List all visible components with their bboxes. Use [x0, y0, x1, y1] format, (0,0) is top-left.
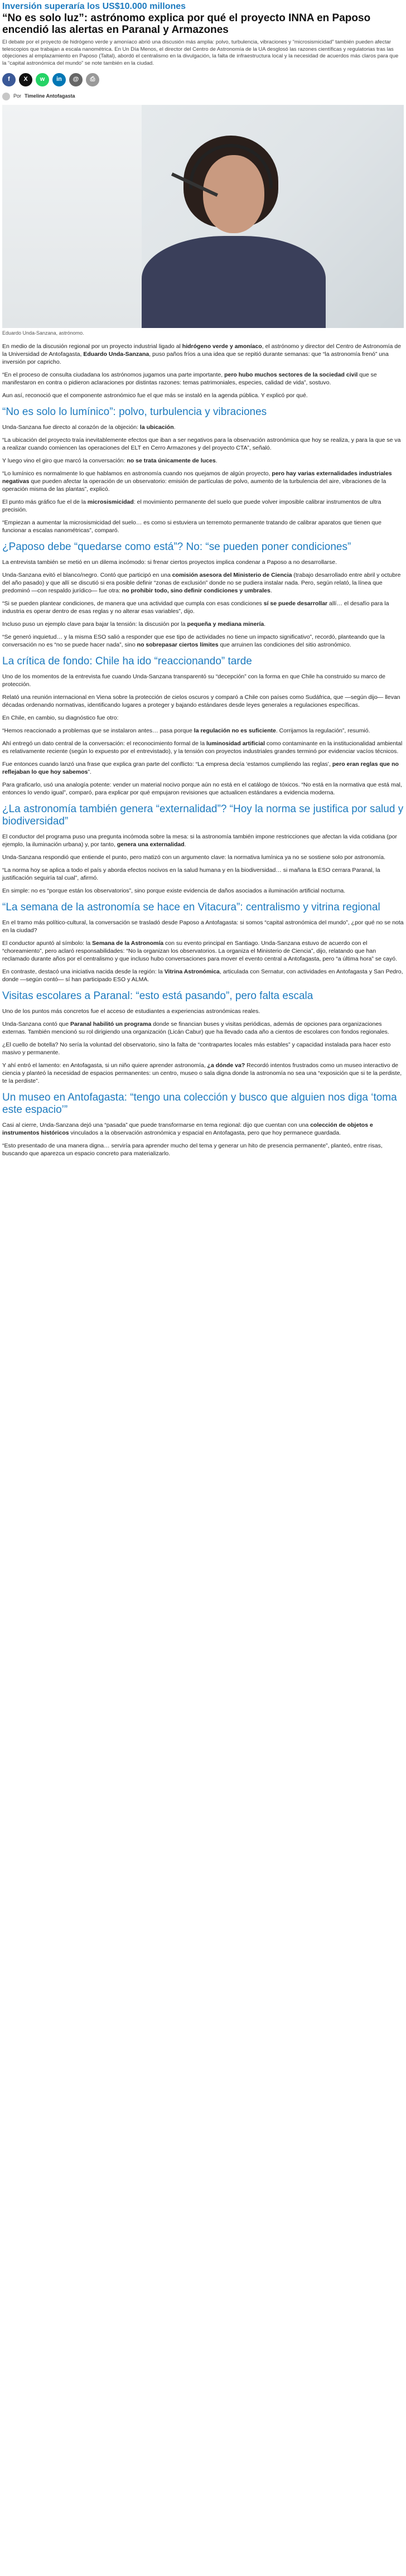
print-icon[interactable]: ⎙: [86, 73, 99, 86]
paragraph: [2, 633, 404, 649]
section-heading: “La semana de la astronomía se hace en Vitacura”: centralismo y vitrina regional: [2, 901, 380, 913]
section-heading: Visitas escolares a Paranal: “esto está pasando”, pero falta escala: [2, 990, 313, 1002]
share-bar: [2, 73, 404, 87]
text-run: Incluso puso un ejemplo clave para bajar la tensión: la discusión por la: [2, 621, 187, 628]
bold-text: ¿a dónde va?: [207, 1062, 245, 1069]
paragraph: [2, 693, 404, 709]
bold-text: Eduardo Unda-Sanzana: [83, 351, 149, 358]
paragraph: [2, 470, 404, 493]
text-run: “Esto presentado de una manera digna… serviría para aprender mucho del tema y generar un hito de presencia permanente”, planteó, entre risas, buscando que aparezca un espacio concreto para materializarlo.: [2, 1142, 383, 1157]
byline-author[interactable]: Timeline Antofagasta: [25, 93, 75, 99]
bold-text: comisión asesora del Ministerio de Ciencia: [172, 572, 292, 578]
text-run: Relató una reunión internacional en Viena sobre la protección de cielos oscuros y comparó a Chile con países como Sudáfrica, que —según dijo— llevan décadas ordenando normativas, identificando lugares a proteger y bajando estándares desde leyes generales a regulaciones específicas.: [2, 694, 400, 708]
text-run: Unda-Sanzana fue directo al corazón de la objeción:: [2, 424, 140, 431]
text-run: que arruinen las condiciones del sitio astronómico.: [218, 641, 351, 648]
text-run: vinculados a la observación astronómica y espacial en Antofagasta, pero que hoy permanece guardada.: [69, 1130, 341, 1136]
bold-text: no sobrepasar ciertos límites: [137, 641, 219, 648]
bold-text: pequeña y mediana minería: [187, 621, 264, 628]
section-heading: ¿Paposo debe “quedarse como está”? No: “se pueden poner condiciones”: [2, 541, 351, 553]
paragraph: [2, 1020, 404, 1036]
paragraph: [2, 392, 404, 399]
text-run: , puso paños fríos a una idea que se repitió durante semanas: que “la astronomía frenó” una inversión por capricho.: [2, 351, 389, 365]
paragraph: [2, 939, 404, 963]
text-run: “En el proceso de consulta ciudadana los astrónomos jugamos una parte importante,: [2, 372, 225, 378]
paragraph: [2, 1142, 404, 1157]
bold-text: la ubicación: [139, 424, 174, 431]
text-run: Para graficarlo, usó una analogía potente: vender un material nocivo porque aún no está en el catálogo de tóxicos. “No está en la normativa que está mal, entonces lo vendo igual”, comparó, para explicar por qué empujaron revisiones que actualicen estándares a evidencia moderna.: [2, 782, 402, 796]
paragraph: [2, 498, 404, 514]
text-run: Ahí entregó un dato central de la conversación: el reconocimiento formal de la: [2, 740, 206, 747]
text-run: En contraste, destacó una iniciativa nacida desde la región: la: [2, 968, 165, 975]
section-heading: ¿La astronomía también genera “externalidad”? “Hoy la norma se justifica por salud y biodiversidad”: [2, 803, 404, 827]
bold-text: pero hay varias externalidades industriales negativas: [2, 470, 392, 485]
paragraph: [2, 968, 404, 983]
text-run: “La norma hoy se aplica a todo el país y aborda efectos nocivos en la salud humana y en la biodiversidad… si mañana la ESO cerrara Paranal, la justificación seguiría tal cual”, afirmó.: [2, 867, 380, 881]
text-run: (trabajo desarrollado entre abril y octubre del año pasado) y que allí se discutió si era posible definir “zonas de exclusión” donde no se pudiera instalar nada. Pero, según relató, la línea que predominó —con respaldo jurídico— fue otra:: [2, 572, 401, 594]
photo-caption: Eduardo Unda-Sanzana, astrónomo.: [2, 330, 84, 336]
x-icon[interactable]: X: [19, 73, 32, 86]
facebook-icon[interactable]: f: [2, 73, 16, 86]
bold-text: Vitrina Astronómica: [164, 968, 220, 975]
article-page: [0, 0, 406, 1157]
paragraph: [2, 714, 404, 722]
bold-text: Paranal habilitó un programa: [70, 1021, 152, 1027]
text-run: “Empiezan a aumentar la microsismicidad del suelo… es como si estuviera un terremoto permanente tratando de calibrar aparatos que tienen que funcionar a escalas nanométricas”, comparó.: [2, 519, 381, 534]
text-run: En Chile, en cambio, su diagnóstico fue otro:: [2, 715, 119, 721]
text-run: En medio de la discusión regional por un proyecto industrial ligado al: [2, 343, 182, 350]
text-run: El conductor apuntó al símbolo: la: [2, 940, 93, 947]
paragraph: [2, 519, 404, 534]
text-run: como contaminante en la institucionalidad ambiental es relativamente reciente (según lo expuesto por el entrevistado), y la tensión con proyectos industriales grandes terminó por evidenciar vacíos técnicos.: [2, 740, 403, 755]
text-run: Unda-Sanzana respondió que entiende el punto, pero matizó con un argumento clave: la normativa lumínica ya no se sostiene solo por astronomía.: [2, 854, 385, 861]
text-run: .: [173, 424, 176, 431]
paragraph: [2, 423, 404, 431]
linkedin-icon[interactable]: in: [52, 73, 66, 86]
section-heading: Un museo en Antofagasta: “tengo una colección y busco que alguien nos diga ‘toma este espacio’”: [2, 1092, 397, 1116]
article-body: [2, 342, 404, 1157]
bold-text: pero eran reglas que no reflejaban lo que hoy sabemos: [2, 761, 399, 775]
text-run: .: [184, 841, 186, 848]
text-run: “La ubicación del proyecto traía inevitablemente efectos que iban a ser negativos para la observación astronómica que hoy se realiza, y para la que se va a realizar cuando comiencen las operaciones del ELT en Cerro Armazones y del proyecto CTA”, señaló.: [2, 437, 401, 451]
paragraph: [2, 781, 404, 797]
text-run: Unda-Sanzana evitó el blanco/negro. Contó que participó en una: [2, 572, 172, 578]
paragraph: [2, 371, 404, 387]
paragraph: [2, 620, 404, 628]
paragraph: [2, 866, 404, 882]
paragraph: [2, 887, 404, 895]
bold-text: Semana de la Astronomía: [92, 940, 164, 947]
text-run: ¿El cuello de botella? No sería la voluntad del observatorio, sino la falta de “contrapartes locales más estables” y capacidad instalada para hacer esto masivo y permanente.: [2, 1041, 391, 1056]
paragraph: [2, 457, 404, 465]
article-kicker[interactable]: Inversión superaría los US$10.000 millones: [2, 2, 186, 11]
whatsapp-icon[interactable]: w: [36, 73, 49, 86]
text-run: En simple: no es “porque están los observatorios”, sino porque existe evidencia de daños asociados a iluminación artificial nocturna.: [2, 887, 346, 894]
bold-text: genera una externalidad: [117, 841, 185, 848]
article-headline: “No es solo luz”: astrónomo explica por qué el proyecto INNA en Paposo encendió las alertas en Paranal y Armazones: [2, 12, 371, 36]
text-run: “Se generó inquietud… y la misma ESO salió a responder que ese tipo de actividades no tiene un impacto significativo”, recordó, planteando que la conversación no es “no se puede hacer nada”, sino: [2, 634, 385, 648]
paragraph: [2, 600, 404, 615]
text-run: donde se financian buses y visitas periódicas, además de opciones para organizaciones externas. También mencionó su rol dirigiendo una organización (Licán Cabur) que ha llevado cada año a cientos de escolares con fondos regionales.: [2, 1021, 389, 1035]
paragraph: [2, 740, 404, 755]
text-run: Casi al cierre, Unda-Sanzana dejó una “pasada” que puede transformarse en tema regional: dijo que cuentan con una: [2, 1122, 311, 1128]
paragraph: [2, 853, 404, 861]
byline-prefix: Por: [13, 93, 22, 99]
text-run: .: [215, 457, 218, 464]
text-run: que se manifestaron en contra o pidieron aclaraciones por distintas razones: temas patrimoniales, especies, calidad de vida”, sostuvo.: [2, 372, 377, 386]
bold-text: luminosidad artificial: [206, 740, 265, 747]
byline: [2, 92, 404, 101]
bold-text: microsismicidad: [87, 499, 134, 505]
text-run: : el movimiento permanente del suelo que puede volver imposible calibrar instrumentos de ultra precisión.: [2, 499, 381, 513]
text-run: En el tramo más político-cultural, la conversación se trasladó desde Paposo a Antofagasta: si somos “capital astronómica del mundo”, ¿por qué no se nota en la ciudad?: [2, 919, 404, 934]
paragraph: [2, 1041, 404, 1057]
bold-text: no se trata únicamente de luces: [127, 457, 216, 464]
article-photo: [2, 105, 404, 328]
text-run: Uno de los momentos de la entrevista fue cuando Unda-Sanzana transparentó su “decepción” con la forma en que Chile ha construido su marco de protección.: [2, 673, 385, 688]
text-run: Y luego vino el giro que marcó la conversación:: [2, 457, 127, 464]
text-run: La entrevista también se metió en un dilema incómodo: si frenar ciertos proyectos implica condenar a Paposo a no desarrollarse.: [2, 559, 337, 566]
text-run: que pueden afectar la operación de un observatorio: emisión de partículas de polvo, aumento de la turbulencia del aire, vibraciones de la operación misma de las plantas”, explicó.: [2, 478, 386, 493]
section-heading: “No es solo lo lumínico”: polvo, turbulencia y vibraciones: [2, 406, 267, 418]
paragraph: [2, 436, 404, 452]
text-run: . Corrijamos la regulación”, resumió.: [276, 727, 370, 734]
text-run: .: [264, 621, 266, 628]
article-lede: El debate por el proyecto de hidrógeno verde y amoníaco abrió una discusión más amplia: polvo, turbulencia, vibraciones y “microsismicidad” también pueden afectar telescopios que trabajan a escala nanométrica. En Un Día Menos, el director del Centro de Astronomía de la UA desglosó las razones científicas y regulatorias tras las objeciones al emplazamiento en Paposo (Taltal), abordó el centralismo en la divulgación, la falta de infraestructura local y la necesidad de acuerdos más claros para que la “capital astronómica del mundo” se note también en la ciudad.: [2, 39, 399, 66]
text-run: “Lo lumínico es normalmente lo que hablamos en astronomía cuando nos quejamos de algún proyecto,: [2, 470, 272, 477]
bold-text: hidrógeno verde y amoníaco: [182, 343, 262, 350]
text-run: Uno de los puntos más concretos fue el acceso de estudiantes a experiencias astronómicas reales.: [2, 1008, 260, 1015]
paragraph: [2, 727, 404, 735]
paragraph: [2, 558, 404, 566]
text-run: “Hemos reaccionado a problemas que se instalaron antes… pasa porque: [2, 727, 194, 734]
paragraph: [2, 1007, 404, 1015]
paragraph: [2, 571, 404, 595]
text-run: Unda-Sanzana contó que: [2, 1021, 71, 1027]
paragraph: [2, 673, 404, 688]
text-run: con su evento principal en Santiago. Unda-Sanzana estuvo de acuerdo con el “choreamiento”, pero aclaró responsabilidades: “No la organizan los observatorios. La organiza el Ministerio de Ciencia”, dijo, relatando que han reclamado durante años por el centralismo y que incluso hubo conversaciones para mover el evento central a Antofagasta, pero “a última hora” se cayó.: [2, 940, 397, 962]
text-run: Fue entonces cuando lanzó una frase que explica gran parte del conflicto: “La empresa decía ‘estamos cumpliendo las reglas’,: [2, 761, 332, 768]
bold-text: no prohibir todo, sino definir condiciones y umbrales: [122, 587, 270, 594]
text-run: , articulada con Sernatur, con actividades en Antofagasta y San Pedro, donde —según contó— sí han participado ESO y ALMA.: [2, 968, 403, 983]
paragraph: [2, 1062, 404, 1085]
email-icon[interactable]: @: [69, 73, 83, 86]
bold-text: sí se puede desarrollar: [263, 600, 328, 607]
text-run: Recordó intentos frustrados como un museo interactivo de ciencia y planteó la necesidad de espacios permanentes: un centro, museo o sala digna donde la astronomía no sea una “exposición que si te la perdiste, te la perdiste”.: [2, 1062, 402, 1084]
text-run: El punto más gráfico fue el de la: [2, 499, 88, 505]
bold-text: la regulación no es suficiente: [194, 727, 276, 734]
text-run: , el astrónomo y director del Centro de Astronomía de la Universidad de Antofagasta,: [2, 343, 401, 358]
paragraph: [2, 342, 404, 366]
paragraph: [2, 1121, 404, 1137]
author-avatar: [2, 93, 10, 100]
section-heading: La crítica de fondo: Chile ha ido “reaccionando” tarde: [2, 655, 252, 667]
text-run: El conductor del programa puso una pregunta incómoda sobre la mesa: si la astronomía también impone restricciones que afectan la vida cotidiana (por ejemplo, la iluminación urbana) y, por tanto,: [2, 833, 397, 848]
bold-text: colección de objetos e instrumentos históricos: [2, 1122, 373, 1136]
text-run: allí… el desafío para la industria es operar dentro de esas reglas y no alterar esas variables”, dijo.: [2, 600, 389, 615]
text-run: Aun así, reconoció que el componente astronómico fue el que más se instaló en la agenda pública. Y explicó por qué.: [2, 392, 308, 399]
bold-text: pero hubo muchos sectores de la sociedad civil: [224, 372, 358, 378]
paragraph: [2, 833, 404, 848]
text-run: ”.: [88, 769, 91, 775]
text-run: Y ahí entró el lamento: en Antofagasta, si un niño quiere aprender astronomía,: [2, 1062, 207, 1069]
text-run: “Si se pueden plantear condiciones, de manera que una actividad que cumpla con esas condiciones: [2, 600, 264, 607]
paragraph: [2, 919, 404, 934]
text-run: .: [270, 587, 272, 594]
paragraph: [2, 760, 404, 776]
